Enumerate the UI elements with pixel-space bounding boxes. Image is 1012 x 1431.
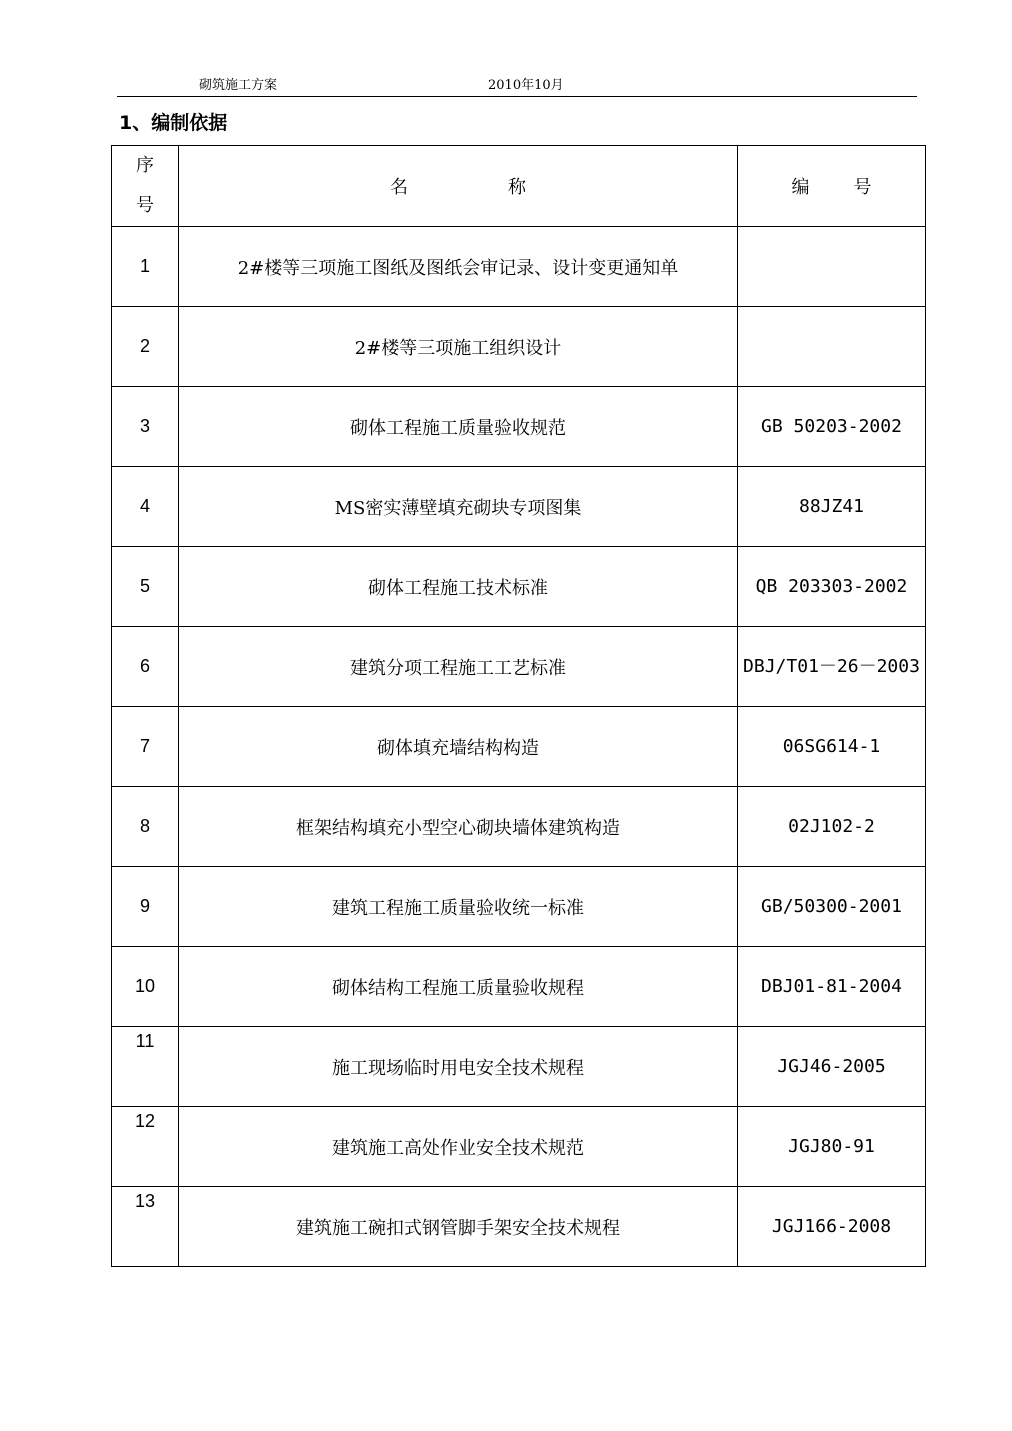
document-name: 砌体结构工程施工质量验收规程: [179, 947, 738, 1027]
row-number: 4: [112, 467, 179, 547]
document-code: 88JZ41: [738, 467, 926, 547]
table-row: [112, 1107, 926, 1187]
table-row: [112, 1187, 926, 1267]
document-code: [738, 227, 926, 307]
table-row: [112, 867, 926, 947]
section-title: 1、编制依据: [119, 112, 228, 134]
column-header-number-line1: 序: [136, 155, 154, 176]
document-code: GB 50203-2002: [738, 387, 926, 467]
document-name: 施工现场临时用电安全技术规程: [179, 1027, 738, 1107]
column-header-name-left: 名: [390, 177, 408, 198]
table-row: [112, 547, 926, 627]
column-header-name-right: 称: [508, 177, 526, 198]
table-row: [112, 947, 926, 1027]
document-code: DBJ/T01－26－2003: [738, 627, 926, 707]
document-name: 2#楼等三项施工组织设计: [179, 307, 738, 387]
document-code: DBJ01-81-2004: [738, 947, 926, 1027]
row-number: 2: [112, 307, 179, 387]
column-header-code-right: 号: [853, 177, 872, 198]
document-code: 02J102-2: [738, 787, 926, 867]
page-header: [117, 70, 917, 97]
row-number: 6: [112, 627, 179, 707]
column-header-code-left: 编: [791, 177, 810, 198]
row-number: 5: [112, 547, 179, 627]
table-row: [112, 387, 926, 467]
document-code: GB/50300-2001: [738, 867, 926, 947]
row-number: 8: [112, 787, 179, 867]
column-header-number-line2: 号: [136, 195, 154, 216]
row-number: 1: [112, 227, 179, 307]
document-code: 06SG614-1: [738, 707, 926, 787]
table-row: [112, 227, 926, 307]
document-name: 砌体工程施工技术标准: [179, 547, 738, 627]
basis-table: [111, 145, 926, 1267]
document-name: 框架结构填充小型空心砌块墙体建筑构造: [179, 787, 738, 867]
column-header-number: [112, 146, 179, 227]
row-number: 7: [112, 707, 179, 787]
table-header-row: [112, 146, 926, 227]
document-code: JGJ46-2005: [738, 1027, 926, 1107]
row-number: 13: [112, 1187, 179, 1267]
column-header-name: [179, 146, 738, 227]
document-code: JGJ166-2008: [738, 1187, 926, 1267]
document-name: MS密实薄壁填充砌块专项图集: [179, 467, 738, 547]
row-number: 9: [112, 867, 179, 947]
table-row: [112, 1027, 926, 1107]
document-name: 2#楼等三项施工图纸及图纸会审记录、设计变更通知单: [179, 227, 738, 307]
document-name: 建筑施工碗扣式钢管脚手架安全技术规程: [179, 1187, 738, 1267]
header-date: 2010年10月: [488, 78, 564, 93]
row-number: 3: [112, 387, 179, 467]
table-row: [112, 707, 926, 787]
document-code: JGJ80-91: [738, 1107, 926, 1187]
row-number: 10: [112, 947, 179, 1027]
row-number: 12: [112, 1107, 179, 1187]
header-document-name: 砌筑施工方案: [199, 78, 278, 93]
table-row: [112, 627, 926, 707]
document-name: 砌体工程施工质量验收规范: [179, 387, 738, 467]
table-row: [112, 307, 926, 387]
column-header-code: [738, 146, 926, 227]
document-name: 砌体填充墙结构构造: [179, 707, 738, 787]
document-name: 建筑工程施工质量验收统一标准: [179, 867, 738, 947]
row-number: 11: [112, 1027, 179, 1107]
table-row: [112, 467, 926, 547]
document-name: 建筑施工高处作业安全技术规范: [179, 1107, 738, 1187]
document-code: QB 203303-2002: [738, 547, 926, 627]
table-row: [112, 787, 926, 867]
document-code: [738, 307, 926, 387]
document-name: 建筑分项工程施工工艺标准: [179, 627, 738, 707]
